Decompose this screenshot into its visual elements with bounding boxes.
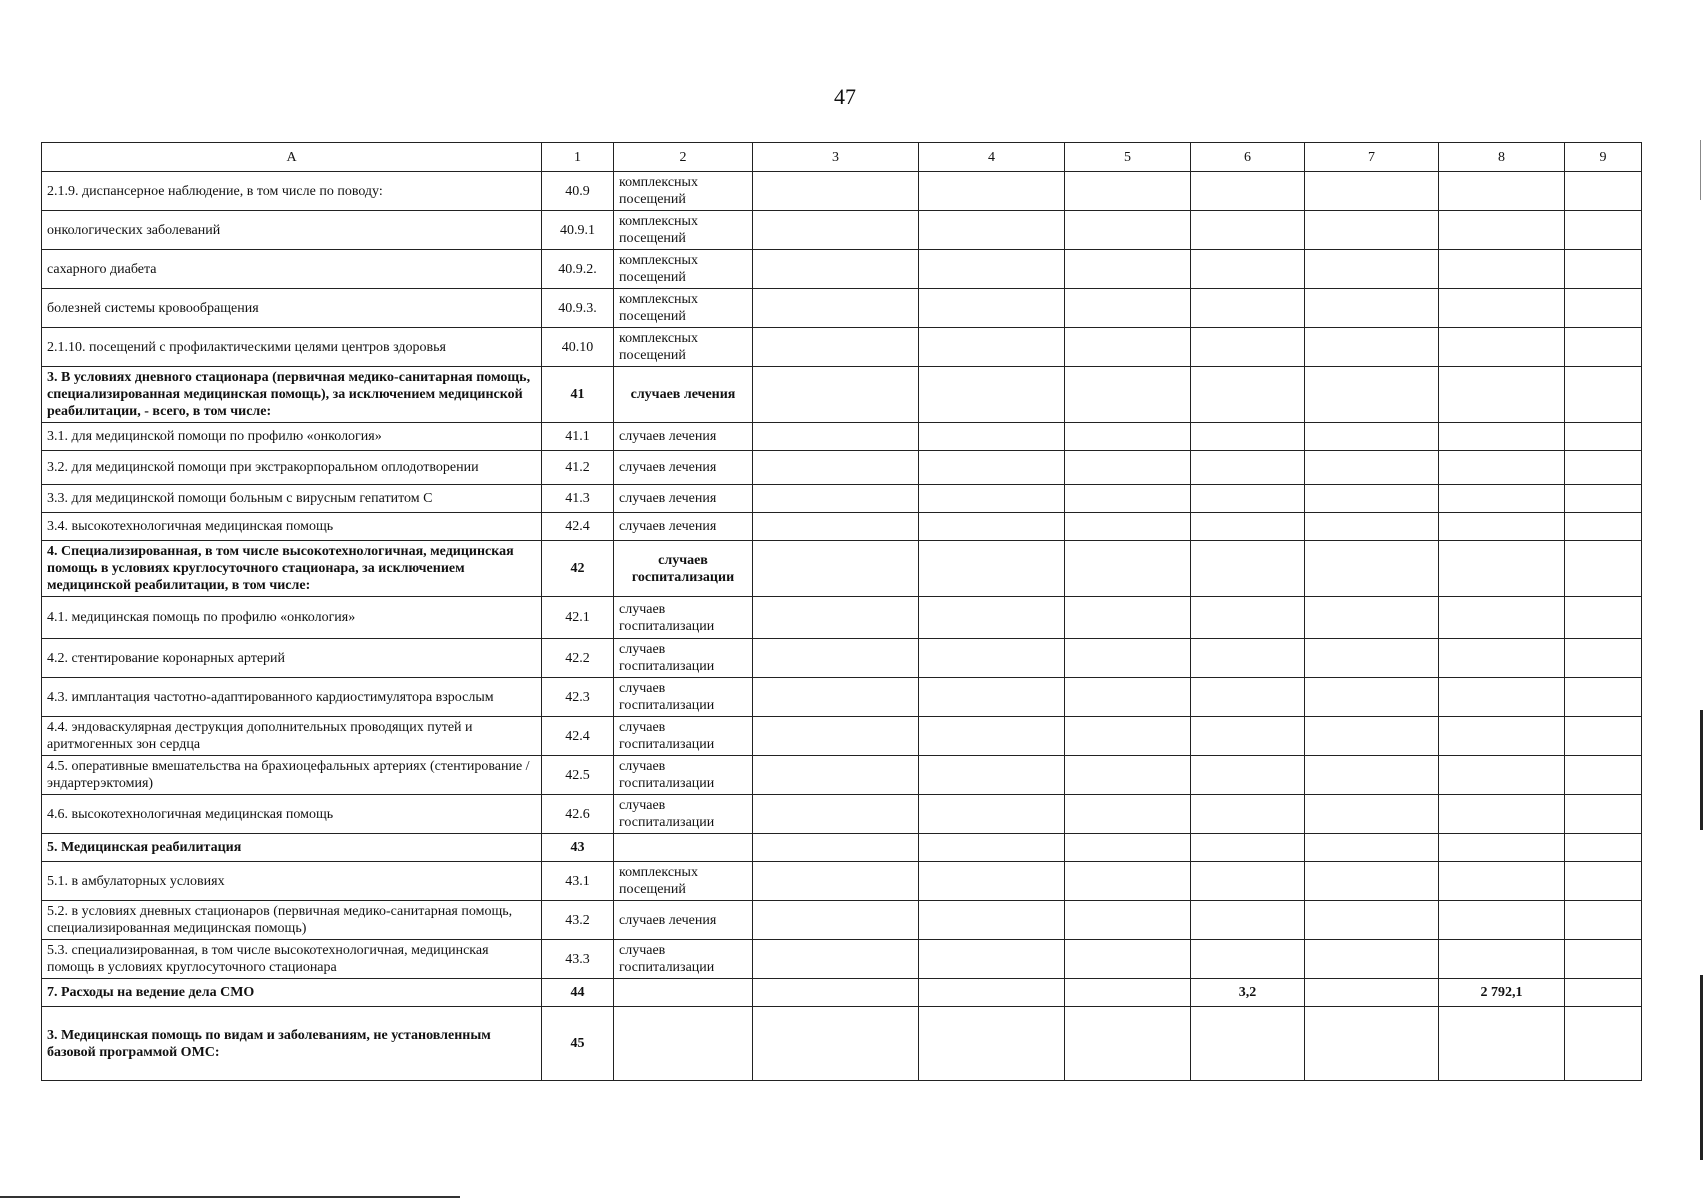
cell-col-7: [1305, 795, 1439, 834]
row-unit: комплексных посещений: [614, 328, 753, 367]
cell-col-6: [1191, 678, 1305, 717]
cell-col-8: [1439, 639, 1565, 678]
cell-col-7: [1305, 862, 1439, 901]
column-header-7: 7: [1305, 143, 1439, 172]
column-header-9: 9: [1565, 143, 1642, 172]
cell-col-4: [919, 862, 1065, 901]
cell-col-8: [1439, 834, 1565, 862]
cell-col-9: [1565, 250, 1642, 289]
row-unit: случаев лечения: [614, 485, 753, 513]
cell-col-4: [919, 367, 1065, 423]
cell-col-6: [1191, 513, 1305, 541]
row-description: 3. В условиях дневного стационара (первичная медико-санитарная помощь, специализированная медицинская помощь), за исключением медицинской реабилитации, - всего, в том числе:: [42, 367, 542, 423]
table-row: [42, 451, 1642, 485]
table-row: [42, 172, 1642, 211]
cell-col-8: [1439, 940, 1565, 979]
row-code: 41.2: [542, 451, 614, 485]
cell-col-6: [1191, 901, 1305, 940]
row-code: 42.4: [542, 717, 614, 756]
table-row: [42, 289, 1642, 328]
row-unit: случаев лечения: [614, 451, 753, 485]
row-unit: случаев госпитализации: [614, 940, 753, 979]
row-unit: случаев лечения: [614, 901, 753, 940]
cell-col-7: [1305, 250, 1439, 289]
cell-col-3: [753, 451, 919, 485]
row-code: 45: [542, 1007, 614, 1081]
cell-col-7: [1305, 717, 1439, 756]
cell-col-7: [1305, 678, 1439, 717]
cell-col-9: [1565, 513, 1642, 541]
table-row: [42, 1007, 1642, 1081]
row-unit: случаев госпитализации: [614, 756, 753, 795]
row-description: 4.3. имплантация частотно-адаптированного кардиостимулятора взрослым: [42, 678, 542, 717]
cell-col-6: [1191, 211, 1305, 250]
row-code: 42.6: [542, 795, 614, 834]
cell-col-5: [1065, 834, 1191, 862]
table-header-row: [42, 143, 1642, 172]
cell-col-3: [753, 901, 919, 940]
column-header-8: 8: [1439, 143, 1565, 172]
cell-col-6: [1191, 289, 1305, 328]
cell-col-5: [1065, 862, 1191, 901]
cell-col-6: [1191, 756, 1305, 795]
cell-col-7: [1305, 513, 1439, 541]
cell-col-3: [753, 639, 919, 678]
cell-col-6: [1191, 862, 1305, 901]
row-description: 3. Медицинская помощь по видам и заболеваниям, не установленным базовой программой ОМС:: [42, 1007, 542, 1081]
cell-col-8: [1439, 756, 1565, 795]
row-code: 42.2: [542, 639, 614, 678]
row-code: 40.9.1: [542, 211, 614, 250]
row-code: 40.10: [542, 328, 614, 367]
cell-col-6: [1191, 795, 1305, 834]
table-row: [42, 717, 1642, 756]
cell-col-4: [919, 328, 1065, 367]
report-table: [41, 142, 1642, 1081]
cell-col-3: [753, 211, 919, 250]
column-header-5: 5: [1065, 143, 1191, 172]
row-description: 2.1.9. диспансерное наблюдение, в том числе по поводу:: [42, 172, 542, 211]
cell-col-6: [1191, 328, 1305, 367]
row-unit: [614, 834, 753, 862]
cell-col-5: [1065, 678, 1191, 717]
cell-col-4: [919, 485, 1065, 513]
cell-col-7: [1305, 485, 1439, 513]
cell-col-8: [1439, 597, 1565, 639]
cell-col-3: [753, 423, 919, 451]
cell-col-8: [1439, 513, 1565, 541]
cell-col-4: [919, 172, 1065, 211]
cell-col-8: [1439, 289, 1565, 328]
cell-col-4: [919, 423, 1065, 451]
row-unit: случаев госпитализации: [614, 541, 753, 597]
cell-col-7: [1305, 940, 1439, 979]
row-description: болезней системы кровообращения: [42, 289, 542, 328]
cell-col-5: [1065, 795, 1191, 834]
row-code: 42: [542, 541, 614, 597]
row-code: 44: [542, 979, 614, 1007]
cell-col-9: [1565, 597, 1642, 639]
cell-col-7: [1305, 901, 1439, 940]
table-row: [42, 940, 1642, 979]
cell-col-9: [1565, 328, 1642, 367]
cell-col-6: 3,2: [1191, 979, 1305, 1007]
table-row: [42, 901, 1642, 940]
table-row: [42, 250, 1642, 289]
row-description: 4.1. медицинская помощь по профилю «онкология»: [42, 597, 542, 639]
row-unit: [614, 1007, 753, 1081]
cell-col-4: [919, 541, 1065, 597]
cell-col-9: [1565, 211, 1642, 250]
cell-col-5: [1065, 485, 1191, 513]
table-row: [42, 423, 1642, 451]
table-row: [42, 678, 1642, 717]
cell-col-5: [1065, 597, 1191, 639]
cell-col-5: [1065, 979, 1191, 1007]
column-header-1: 1: [542, 143, 614, 172]
cell-col-3: [753, 717, 919, 756]
cell-col-5: [1065, 513, 1191, 541]
cell-col-7: [1305, 979, 1439, 1007]
cell-col-5: [1065, 451, 1191, 485]
row-unit: [614, 979, 753, 1007]
table-row: [42, 367, 1642, 423]
cell-col-8: [1439, 451, 1565, 485]
row-description: 2.1.10. посещений с профилактическими целями центров здоровья: [42, 328, 542, 367]
cell-col-7: [1305, 541, 1439, 597]
cell-col-3: [753, 979, 919, 1007]
cell-col-7: [1305, 367, 1439, 423]
table-row: [42, 328, 1642, 367]
cell-col-8: [1439, 328, 1565, 367]
row-code: 40.9.2.: [542, 250, 614, 289]
cell-col-3: [753, 940, 919, 979]
row-description: 4.6. высокотехнологичная медицинская помощь: [42, 795, 542, 834]
page-number: 47: [834, 84, 856, 109]
cell-col-4: [919, 901, 1065, 940]
cell-col-8: [1439, 862, 1565, 901]
table-row: [42, 513, 1642, 541]
cell-col-4: [919, 979, 1065, 1007]
cell-col-7: [1305, 211, 1439, 250]
cell-col-4: [919, 756, 1065, 795]
row-description: 3.4. высокотехнологичная медицинская помощь: [42, 513, 542, 541]
cell-col-3: [753, 250, 919, 289]
cell-col-5: [1065, 250, 1191, 289]
cell-col-9: [1565, 678, 1642, 717]
row-code: 41.3: [542, 485, 614, 513]
cell-col-3: [753, 513, 919, 541]
cell-col-8: [1439, 1007, 1565, 1081]
table-row: [42, 639, 1642, 678]
cell-col-6: [1191, 1007, 1305, 1081]
cell-col-8: [1439, 211, 1565, 250]
row-unit: случаев лечения: [614, 367, 753, 423]
row-description: 4. Специализированная, в том числе высокотехнологичная, медицинская помощь в условиях круглосуточного стационара, за исключением медицинской реабилитации, в том числе:: [42, 541, 542, 597]
cell-col-4: [919, 940, 1065, 979]
cell-col-5: [1065, 717, 1191, 756]
table-row: [42, 862, 1642, 901]
cell-col-9: [1565, 451, 1642, 485]
cell-col-3: [753, 541, 919, 597]
cell-col-7: [1305, 756, 1439, 795]
cell-col-9: [1565, 423, 1642, 451]
table-row: [42, 834, 1642, 862]
cell-col-3: [753, 795, 919, 834]
cell-col-9: [1565, 940, 1642, 979]
cell-col-5: [1065, 901, 1191, 940]
scan-artifact-edge: [1700, 710, 1703, 830]
cell-col-4: [919, 717, 1065, 756]
row-unit: случаев госпитализации: [614, 597, 753, 639]
column-header-4: 4: [919, 143, 1065, 172]
row-unit: комплексных посещений: [614, 250, 753, 289]
column-header-3: 3: [753, 143, 919, 172]
cell-col-3: [753, 862, 919, 901]
cell-col-8: [1439, 485, 1565, 513]
row-description: 5.1. в амбулаторных условиях: [42, 862, 542, 901]
cell-col-7: [1305, 423, 1439, 451]
cell-col-8: [1439, 250, 1565, 289]
cell-col-5: [1065, 639, 1191, 678]
row-description: 4.4. эндоваскулярная деструкция дополнительных проводящих путей и аритмогенных зон сердца: [42, 717, 542, 756]
row-unit: случаев госпитализации: [614, 639, 753, 678]
row-unit: комплексных посещений: [614, 211, 753, 250]
cell-col-9: [1565, 862, 1642, 901]
table-row: [42, 979, 1642, 1007]
cell-col-5: [1065, 172, 1191, 211]
cell-col-6: [1191, 451, 1305, 485]
cell-col-7: [1305, 451, 1439, 485]
row-code: 42.5: [542, 756, 614, 795]
cell-col-9: [1565, 795, 1642, 834]
cell-col-9: [1565, 901, 1642, 940]
cell-col-8: [1439, 717, 1565, 756]
cell-col-5: [1065, 756, 1191, 795]
cell-col-9: [1565, 289, 1642, 328]
table-row: [42, 597, 1642, 639]
row-code: 43.1: [542, 862, 614, 901]
cell-col-6: [1191, 485, 1305, 513]
row-code: 41: [542, 367, 614, 423]
cell-col-7: [1305, 834, 1439, 862]
row-unit: комплексных посещений: [614, 172, 753, 211]
row-unit: комплексных посещений: [614, 289, 753, 328]
row-description: сахарного диабета: [42, 250, 542, 289]
table-row: [42, 541, 1642, 597]
cell-col-7: [1305, 597, 1439, 639]
cell-col-6: [1191, 250, 1305, 289]
column-header-6: 6: [1191, 143, 1305, 172]
cell-col-6: [1191, 423, 1305, 451]
row-code: 43: [542, 834, 614, 862]
row-unit: комплексных посещений: [614, 862, 753, 901]
cell-col-3: [753, 1007, 919, 1081]
cell-col-9: [1565, 639, 1642, 678]
row-description: 4.2. стентирование коронарных артерий: [42, 639, 542, 678]
column-header-a: А: [42, 143, 542, 172]
cell-col-7: [1305, 639, 1439, 678]
cell-col-8: [1439, 678, 1565, 717]
cell-col-8: [1439, 172, 1565, 211]
cell-col-5: [1065, 328, 1191, 367]
cell-col-3: [753, 597, 919, 639]
column-header-2: 2: [614, 143, 753, 172]
table-row: [42, 795, 1642, 834]
cell-col-9: [1565, 172, 1642, 211]
cell-col-4: [919, 451, 1065, 485]
row-description: онкологических заболеваний: [42, 211, 542, 250]
cell-col-4: [919, 639, 1065, 678]
cell-col-7: [1305, 172, 1439, 211]
row-description: 7. Расходы на ведение дела СМО: [42, 979, 542, 1007]
cell-col-9: [1565, 834, 1642, 862]
row-code: 42.4: [542, 513, 614, 541]
row-code: 40.9.3.: [542, 289, 614, 328]
cell-col-7: [1305, 1007, 1439, 1081]
cell-col-4: [919, 834, 1065, 862]
row-unit: случаев госпитализации: [614, 717, 753, 756]
cell-col-8: [1439, 367, 1565, 423]
row-description: 5.3. специализированная, в том числе высокотехнологичная, медицинская помощь в условиях круглосуточного стационара: [42, 940, 542, 979]
cell-col-4: [919, 211, 1065, 250]
cell-col-8: [1439, 795, 1565, 834]
cell-col-6: [1191, 940, 1305, 979]
table-row: [42, 756, 1642, 795]
cell-col-3: [753, 367, 919, 423]
row-code: 40.9: [542, 172, 614, 211]
row-description: 3.3. для медицинской помощи больным с вирусным гепатитом С: [42, 485, 542, 513]
cell-col-5: [1065, 367, 1191, 423]
row-description: 3.1. для медицинской помощи по профилю «онкология»: [42, 423, 542, 451]
row-description: 5. Медицинская реабилитация: [42, 834, 542, 862]
cell-col-5: [1065, 211, 1191, 250]
row-unit: случаев госпитализации: [614, 678, 753, 717]
cell-col-9: [1565, 367, 1642, 423]
cell-col-9: [1565, 541, 1642, 597]
cell-col-6: [1191, 367, 1305, 423]
cell-col-6: [1191, 597, 1305, 639]
cell-col-6: [1191, 639, 1305, 678]
cell-col-4: [919, 289, 1065, 328]
cell-col-7: [1305, 328, 1439, 367]
cell-col-6: [1191, 172, 1305, 211]
cell-col-8: [1439, 901, 1565, 940]
table-row: [42, 485, 1642, 513]
cell-col-9: [1565, 979, 1642, 1007]
row-description: 4.5. оперативные вмешательства на брахиоцефальных артериях (стентирование / эндартерэктомия): [42, 756, 542, 795]
cell-col-8: 2 792,1: [1439, 979, 1565, 1007]
cell-col-3: [753, 485, 919, 513]
cell-col-8: [1439, 541, 1565, 597]
cell-col-7: [1305, 289, 1439, 328]
cell-col-3: [753, 172, 919, 211]
cell-col-4: [919, 597, 1065, 639]
cell-col-9: [1565, 717, 1642, 756]
cell-col-4: [919, 795, 1065, 834]
cell-col-4: [919, 513, 1065, 541]
cell-col-4: [919, 678, 1065, 717]
cell-col-5: [1065, 423, 1191, 451]
cell-col-3: [753, 756, 919, 795]
cell-col-8: [1439, 423, 1565, 451]
cell-col-6: [1191, 541, 1305, 597]
row-description: 3.2. для медицинской помощи при экстракорпоральном оплодотворении: [42, 451, 542, 485]
table-row: [42, 211, 1642, 250]
cell-col-5: [1065, 289, 1191, 328]
row-code: 42.1: [542, 597, 614, 639]
scan-artifact-edge: [1700, 140, 1701, 200]
cell-col-6: [1191, 717, 1305, 756]
row-code: 42.3: [542, 678, 614, 717]
cell-col-3: [753, 678, 919, 717]
cell-col-3: [753, 289, 919, 328]
row-unit: случаев лечения: [614, 513, 753, 541]
cell-col-5: [1065, 541, 1191, 597]
row-unit: случаев лечения: [614, 423, 753, 451]
cell-col-9: [1565, 756, 1642, 795]
row-description: 5.2. в условиях дневных стационаров (первичная медико-санитарная помощь, специализированная медицинская помощь): [42, 901, 542, 940]
cell-col-5: [1065, 940, 1191, 979]
cell-col-3: [753, 328, 919, 367]
row-unit: случаев госпитализации: [614, 795, 753, 834]
cell-col-5: [1065, 1007, 1191, 1081]
cell-col-3: [753, 834, 919, 862]
row-code: 43.2: [542, 901, 614, 940]
cell-col-9: [1565, 1007, 1642, 1081]
row-code: 43.3: [542, 940, 614, 979]
cell-col-4: [919, 250, 1065, 289]
scan-artifact-edge: [1700, 975, 1703, 1160]
cell-col-4: [919, 1007, 1065, 1081]
cell-col-9: [1565, 485, 1642, 513]
cell-col-6: [1191, 834, 1305, 862]
row-code: 41.1: [542, 423, 614, 451]
scan-artifact-line: [0, 1196, 460, 1198]
